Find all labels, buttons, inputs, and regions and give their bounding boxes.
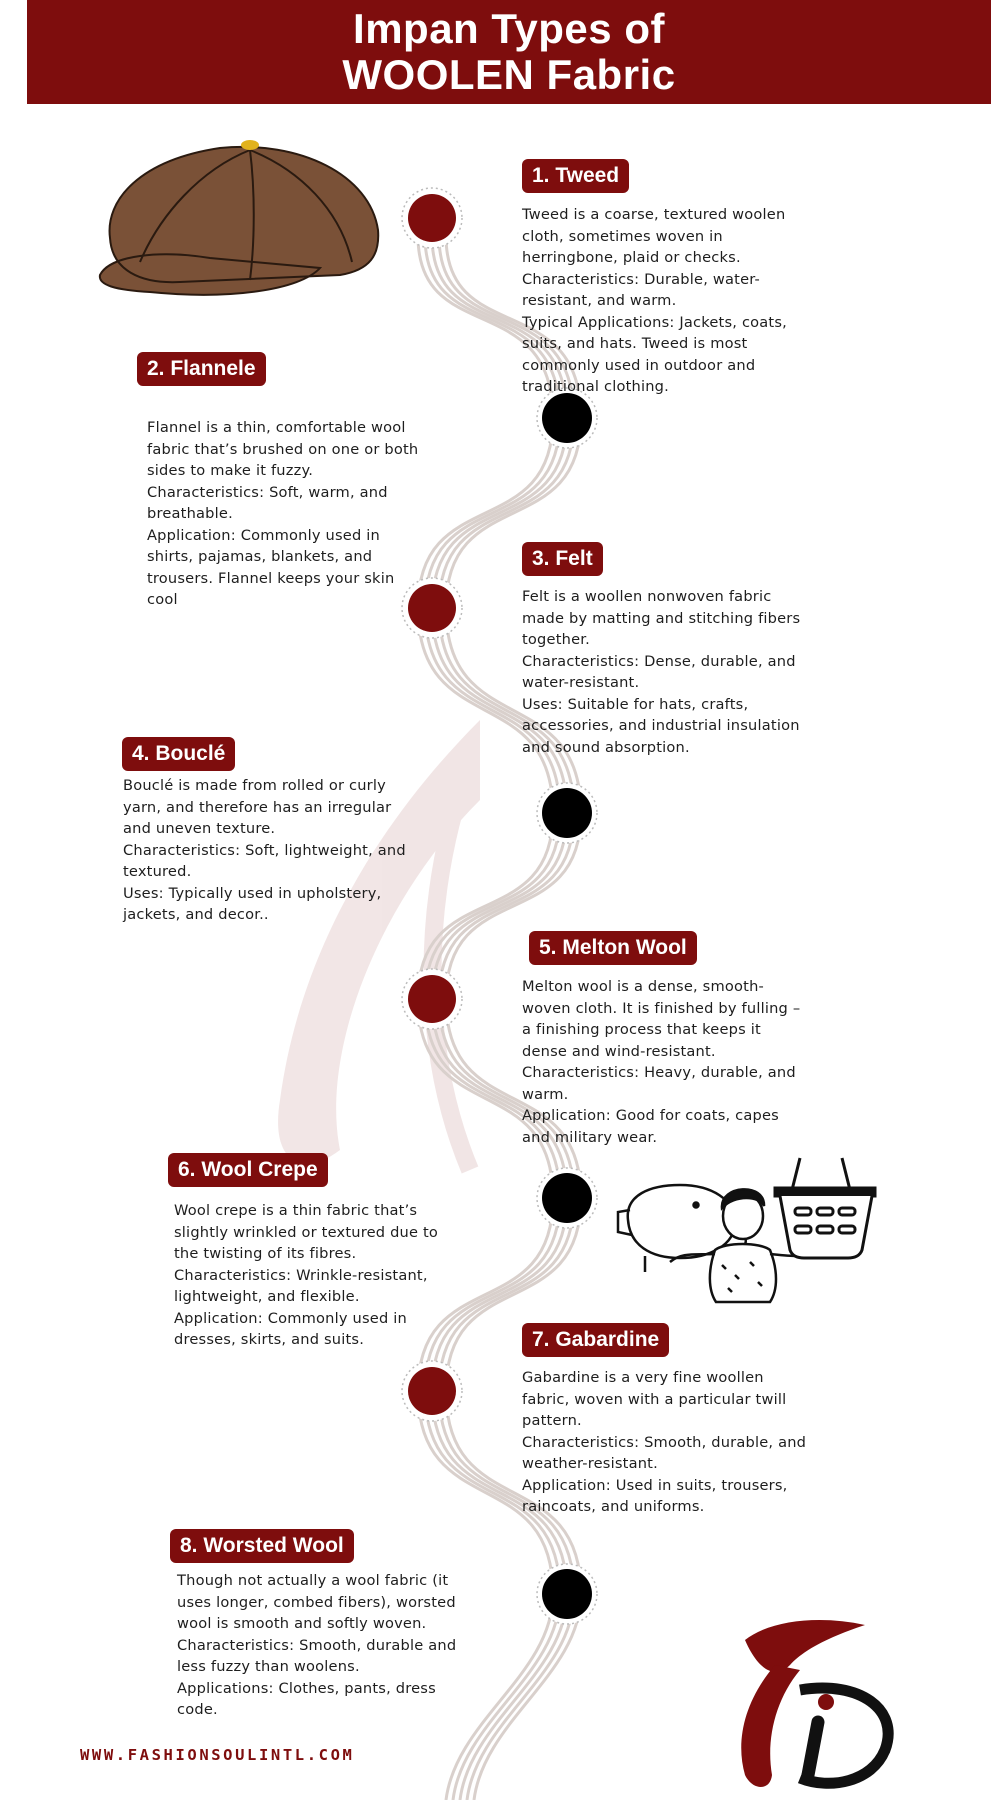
desc-line: herringbone, plaid or checks. <box>522 249 741 266</box>
desc-line: water-resistant. <box>522 674 640 691</box>
desc-line: Characteristics: Soft, lightweight, and <box>123 841 406 859</box>
desc-line: Application: Commonly used in <box>147 526 380 544</box>
desc-line: code. <box>177 1701 218 1718</box>
desc-line: Application: Good for coats, capes <box>522 1107 779 1124</box>
desc-line: Application: Used in suits, trousers, <box>522 1476 788 1494</box>
flat-cap-icon <box>100 140 378 295</box>
desc-line: uses longer, combed fibers), worsted <box>177 1593 456 1611</box>
desc-line: pattern. <box>522 1412 582 1429</box>
desc-line: Characteristics: Smooth, durable, and <box>522 1433 807 1451</box>
timeline-dot-black <box>542 393 592 443</box>
item-desc-felt <box>522 586 800 758</box>
header-line-2: WOOLEN Fabric <box>342 51 676 98</box>
item-title-flannele: 2. Flannele <box>137 352 266 386</box>
desc-line: shirts, pajamas, blankets, and <box>147 548 373 565</box>
timeline-dot-red <box>408 194 456 242</box>
desc-line: Tweed is a coarse, textured woolen <box>522 206 786 223</box>
brand-logo-icon <box>741 1620 888 1787</box>
desc-line: and sound absorption. <box>522 738 690 756</box>
timeline-dot-black <box>542 788 592 838</box>
desc-line: Flannel is a thin, comfortable wool <box>147 419 406 436</box>
desc-line: and uneven texture. <box>123 820 276 837</box>
item-desc-gabardine <box>522 1367 806 1518</box>
item-title-tweed: 1. Tweed <box>522 159 629 193</box>
timeline-dot-black <box>542 1173 592 1223</box>
desc-line: Applications: Clothes, pants, dress <box>177 1679 436 1697</box>
desc-line: together. <box>522 631 590 648</box>
desc-line: weather-resistant. <box>522 1455 658 1472</box>
desc-line: Characteristics: Soft, warm, and <box>147 483 388 501</box>
item-desc-worsted-wool <box>177 1570 456 1721</box>
desc-line: Typical Applications: Jackets, coats, <box>522 313 787 331</box>
desc-line: the twisting of its fibres. <box>174 1245 357 1262</box>
desc-line: Felt is a woollen nonwoven fabric <box>522 588 772 605</box>
desc-line: traditional clothing. <box>522 378 669 395</box>
desc-line: accessories, and industrial insulation <box>522 717 800 734</box>
shopping-basket-icon <box>775 1158 875 1258</box>
desc-line: warm. <box>522 1085 569 1103</box>
desc-line: Application: Commonly used in <box>174 1309 407 1327</box>
item-title-gabardine: 7. Gabardine <box>522 1323 669 1357</box>
desc-line: textured. <box>123 863 192 880</box>
desc-line: yarn, and therefore has an irregular <box>123 798 392 816</box>
desc-line: Characteristics: Dense, durable, and <box>522 652 796 670</box>
desc-line: fabric that’s brushed on one or both <box>147 440 419 458</box>
desc-line: and military wear. <box>522 1128 658 1146</box>
item-title-melton-wool: 5. Melton Wool <box>529 931 697 965</box>
desc-line: Characteristics: Durable, water- <box>522 270 760 288</box>
footer-website-url: WWW.FASHIONSOULINTL.COM <box>80 1746 355 1764</box>
timeline-dot-red <box>408 1367 456 1415</box>
desc-line: Wool crepe is a thin fabric that’s <box>174 1202 418 1219</box>
desc-line: made by matting and stitching fibers <box>522 609 801 627</box>
item-title-felt: 3. Felt <box>522 542 603 576</box>
desc-line: suits, and hats. Tweed is most <box>522 335 748 352</box>
desc-line: jackets, and decor.. <box>123 906 269 923</box>
desc-line: Characteristics: Smooth, durable and <box>177 1636 457 1654</box>
item-desc-tweed <box>522 204 787 398</box>
desc-line: breathable. <box>147 505 233 522</box>
item-title-boucle: 4. Bouclé <box>122 737 235 771</box>
desc-line: dense and wind-resistant. <box>522 1042 716 1060</box>
desc-line: dresses, skirts, and suits. <box>174 1331 365 1348</box>
desc-line: Uses: Typically used in upholstery, <box>123 884 382 902</box>
desc-line: Characteristics: Wrinkle-resistant, <box>174 1266 428 1284</box>
desc-line: Uses: Suitable for hats, crafts, <box>522 695 749 713</box>
desc-line: sides to make it fuzzy. <box>147 462 314 479</box>
item-desc-boucle <box>123 775 406 926</box>
desc-line: slightly wrinkled or textured due to <box>174 1223 439 1241</box>
desc-line: Bouclé is made from rolled or curly <box>123 777 386 794</box>
desc-line: Gabardine is a very fine woollen <box>522 1369 764 1386</box>
desc-line: resistant, and warm. <box>522 292 677 309</box>
item-desc-wool-crepe <box>174 1200 438 1351</box>
desc-line: wool is smooth and softly woven. <box>177 1615 427 1632</box>
desc-line: a finishing process that keeps it <box>522 1021 761 1038</box>
item-desc-melton-wool <box>522 976 800 1148</box>
desc-line: woven cloth. It is finished by fulling – <box>522 999 801 1017</box>
desc-line: trousers. Flannel keeps your skin <box>147 569 395 587</box>
desc-line: cool <box>147 591 178 608</box>
page-header <box>27 0 991 104</box>
desc-line: fabric, woven with a particular twill <box>522 1390 787 1408</box>
item-desc-flannele <box>147 417 418 611</box>
desc-line: raincoats, and uniforms. <box>522 1498 705 1515</box>
desc-line: Though not actually a wool fabric (it <box>177 1572 449 1589</box>
item-title-wool-crepe: 6. Wool Crepe <box>168 1153 328 1187</box>
timeline-dot-red <box>408 975 456 1023</box>
header-line-1: Impan Types of <box>353 5 665 52</box>
desc-line: lightweight, and flexible. <box>174 1288 360 1305</box>
timeline-dot-black <box>542 1569 592 1619</box>
desc-line: less fuzzy than woolens. <box>177 1658 360 1675</box>
desc-line: cloth, sometimes woven in <box>522 227 723 245</box>
desc-line: commonly used in outdoor and <box>522 356 756 374</box>
desc-line: Characteristics: Heavy, durable, and <box>522 1064 796 1081</box>
desc-line: Melton wool is a dense, smooth- <box>522 978 764 995</box>
item-title-worsted-wool: 8. Worsted Wool <box>170 1529 354 1563</box>
